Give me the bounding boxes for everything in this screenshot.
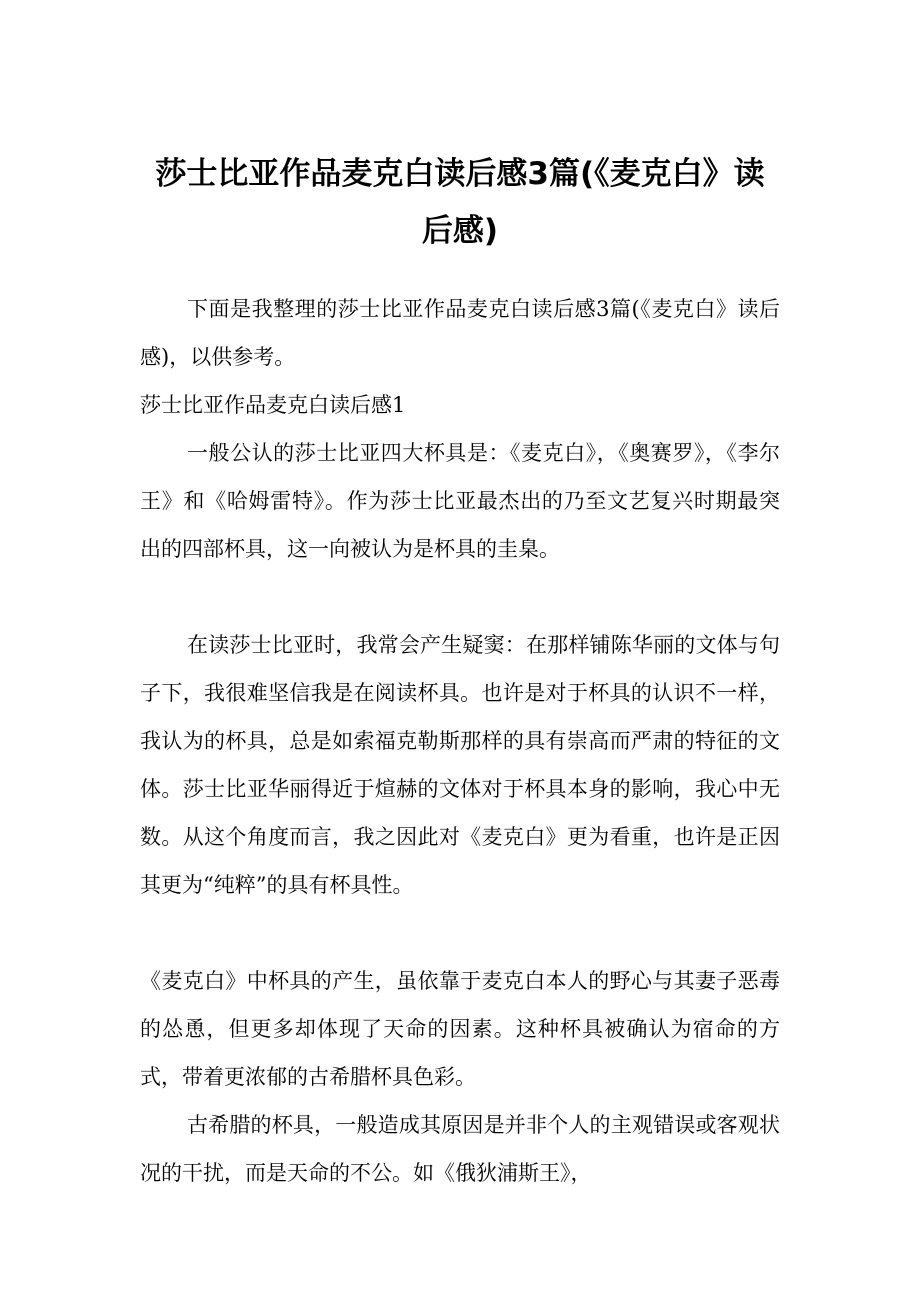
body-paragraph: 古希腊的杯具，一般造成其原因是并非个人的主观错误或客观状况的干扰，而是天命的不公。如《俄狄浦斯王》， bbox=[140, 1113, 780, 1185]
intro-paragraph: 下面是我整理的莎士比亚作品麦克白读后感3篇(《麦克白》读后感)，以供参考。 bbox=[140, 297, 780, 369]
body-paragraph: 在读莎士比亚时，我常会产生疑窦：在那样铺陈华丽的文体与句子下，我很难坚信我是在阅读杯具。也许是对于杯具的认识不一样，我认为的杯具，总是如索福克勒斯那样的具有崇高而严肃的特征的文体。莎士比亚华丽得近于煊赫的文体对于杯具本身的影响，我心中无数。从这个角度而言，我之因此对《麦克白》更为看重，也许是正因其更为“纯粹”的具有杯具性。 bbox=[140, 633, 780, 897]
document-title: 莎士比亚作品麦克白读后感3篇(《麦克白》读后感) bbox=[155, 156, 765, 249]
body-paragraph: 一般公认的莎士比亚四大杯具是：《麦克白》，《奥赛罗》，《李尔王》和《哈姆雷特》。作为莎士比亚最杰出的乃至文艺复兴时期最突出的四部杯具，这一向被认为是杯具的圭臬。 bbox=[140, 441, 780, 561]
section-heading: 莎士比亚作品麦克白读后感1 bbox=[140, 393, 406, 417]
body-paragraph: 《麦克白》中杯具的产生，虽依靠于麦克白本人的野心与其妻子恶毒的怂恿，但更多却体现了天命的因素。这种杯具被确认为宿命的方式，带着更浓郁的古希腊杯具色彩。 bbox=[140, 969, 780, 1089]
